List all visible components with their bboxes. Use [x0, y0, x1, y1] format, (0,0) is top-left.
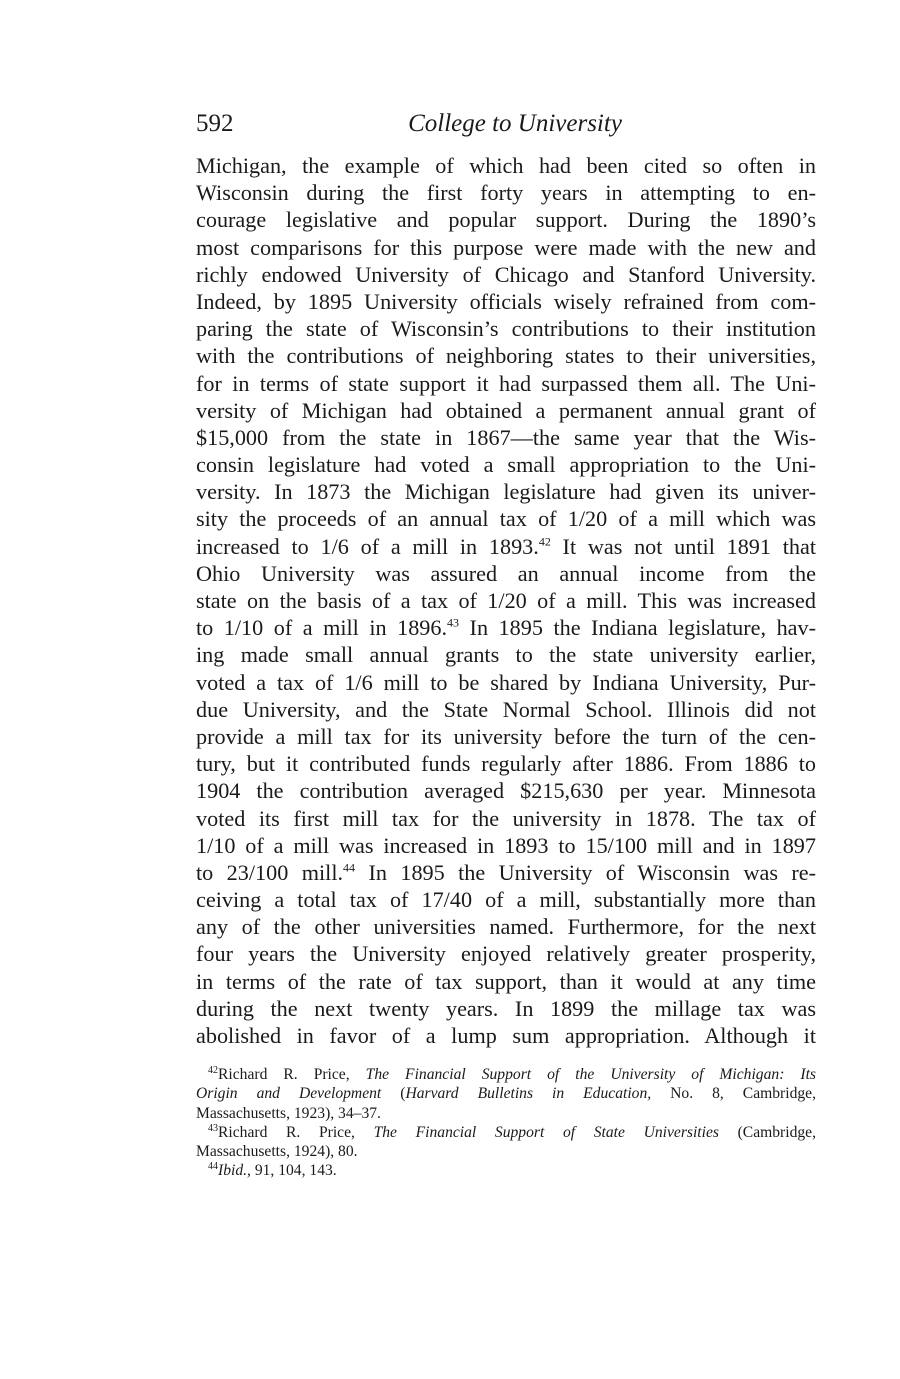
text-line: Michigan, the example of which had been cited so often in [196, 153, 816, 178]
page-number: 592 [196, 110, 234, 137]
text-line: abolished in favor of a lump sum appropriation. Although it [196, 1023, 816, 1048]
text-segment: In 1895 the Indiana legislature, hav- [459, 615, 816, 641]
text-segment: In 1895 the University of Wisconsin was re- [355, 859, 816, 885]
text-line: due University, and the State Normal School. Illinois did not [196, 696, 816, 722]
footnotes [196, 1065, 816, 1181]
footnote-44 [196, 1161, 816, 1180]
footnote-text: No. 8, Cambridge, [651, 1085, 816, 1103]
text-line: ceiving a total tax of 17/40 of a mill, substantially more than [196, 887, 816, 913]
footnote-text: Richard R. Price, [218, 1066, 366, 1083]
footnote-reference: 43 [447, 615, 460, 630]
text-line: consin legislature had voted a small appropriation to the Uni- [196, 452, 816, 478]
footnote-42-end: Massachusetts, 1923), 34–37. [196, 1104, 381, 1122]
text-line: in terms of the rate of tax support, than it would at any time [196, 968, 816, 994]
text-line: $15,000 from the state in 1867—the same year that the Wis- [196, 424, 816, 450]
footnote-text: (Cambridge, [718, 1123, 816, 1141]
text-line: paring the state of Wisconsin’s contributions to their institution [196, 316, 816, 342]
footnote-text: 91, 104, 143. [250, 1162, 337, 1180]
text-line: most comparisons for this purpose were made with the new and [196, 234, 816, 260]
text-line: ing made small annual grants to the state university earlier, [196, 642, 816, 668]
footnote-reference: 42 [538, 534, 551, 549]
footnote-marker: 43 [208, 1122, 218, 1134]
text-line: versity. In 1873 the Michigan legislature had given its univer- [196, 479, 816, 505]
running-head [196, 106, 816, 142]
text-line: 1/10 of a mill was increased in 1893 to 15/100 mill and in 1897 [196, 832, 816, 858]
text-line: during the next twenty years. In 1899 the millage tax was [196, 995, 816, 1021]
footnote-43-end: Massachusetts, 1924), 80. [196, 1143, 358, 1161]
footnote-marker: 44 [208, 1161, 218, 1173]
footnote-title: The Financial Support of the University of Michigan: Its [365, 1066, 816, 1083]
text-line: 1904 the contribution averaged $215,630 per year. Minnesota [196, 778, 816, 804]
footnote-marker: 42 [208, 1064, 218, 1076]
text-segment: to 1/10 of a mill in 1896. [196, 615, 448, 641]
running-title: College to University [408, 110, 622, 137]
footnote-text: Richard R. Price, [218, 1123, 374, 1141]
text-segment: It was not until 1891 that [550, 533, 816, 559]
text-line: versity of Michigan had obtained a permanent annual grant of [196, 397, 816, 423]
text-line: four years the University enjoyed relatively greater prosperity, [196, 941, 816, 967]
text-line [196, 859, 816, 886]
text-line: provide a mill tax for its university before the turn of the cen- [196, 723, 816, 749]
text-line [196, 533, 816, 560]
text-line: state on the basis of a tax of 1/20 of a mill. This was increased [196, 588, 816, 613]
text-line: Indeed, by 1895 University officials wisely refrained from com- [196, 288, 816, 314]
text-line [196, 614, 816, 641]
text-line: richly endowed University of Chicago and Stanford University. [196, 261, 816, 287]
text-line: for in terms of state support it had surpassed them all. The Uni- [196, 370, 816, 396]
text-line: voted its first mill tax for the university in 1878. The tax of [196, 805, 816, 831]
footnote-42 [196, 1065, 816, 1084]
footnote-43 [196, 1123, 816, 1142]
footnote-title: Ibid., [218, 1162, 251, 1180]
footnote-series: Harvard Bulletins in Education, [405, 1085, 652, 1103]
footnote-text: ( [381, 1085, 406, 1103]
footnote-title: The Financial Support of State Universities [373, 1123, 719, 1141]
text-line: tury, but it contributed funds regularly after 1886. From 1886 to [196, 751, 816, 777]
text-line: courage legislative and popular support. During the 1890’s [196, 207, 816, 233]
body-text [196, 152, 816, 1049]
text-segment: increased to 1/6 of a mill in 1893. [196, 533, 539, 559]
footnote-reference: 44 [343, 860, 356, 875]
footnote-42-continued [196, 1084, 816, 1103]
text-line: voted a tax of 1/6 mill to be shared by Indiana University, Pur- [196, 669, 816, 695]
text-line: Wisconsin during the first forty years in attempting to en- [196, 180, 816, 206]
text-line: sity the proceeds of an annual tax of 1/20 of a mill which was [196, 506, 816, 532]
text-line: Ohio University was assured an annual income from the [196, 560, 816, 586]
text-segment: to 23/100 mill. [196, 859, 344, 885]
footnote-title: Origin and Development [196, 1085, 382, 1103]
text-line: any of the other universities named. Furthermore, for the next [196, 914, 816, 940]
text-line: with the contributions of neighboring states to their universities, [196, 343, 816, 369]
